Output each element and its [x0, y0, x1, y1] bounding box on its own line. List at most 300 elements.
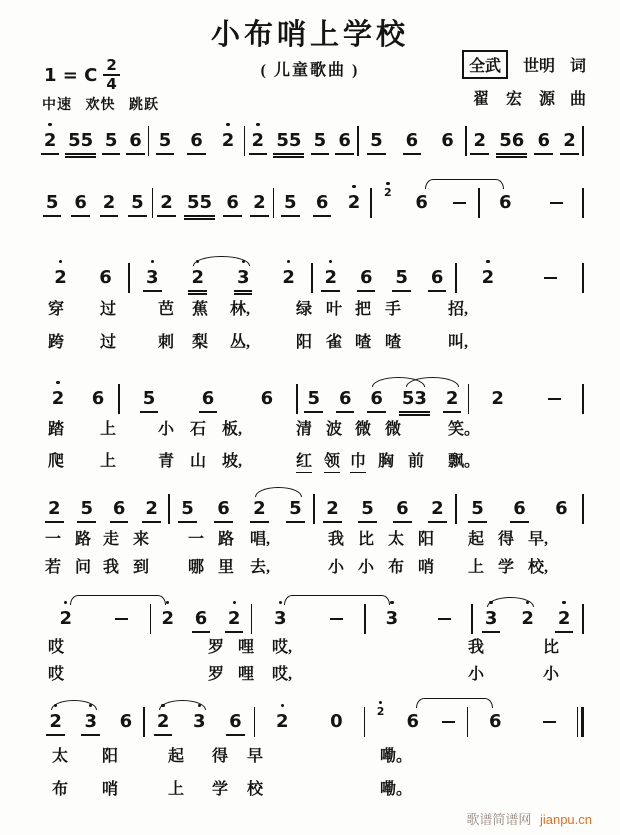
- note: 5: [370, 130, 383, 152]
- note: 5: [289, 498, 302, 520]
- note: 2: [253, 192, 266, 214]
- time-signature: [103, 58, 119, 92]
- note: 2: [482, 267, 495, 289]
- note: 6: [202, 388, 215, 410]
- note: 3: [386, 608, 399, 630]
- lyric-syllable: 阳: [418, 531, 435, 548]
- lyric-syllable: 哎,: [272, 666, 293, 683]
- measure: [38, 498, 168, 520]
- song-title: 小布哨上学校: [210, 19, 409, 51]
- measure: [38, 192, 152, 214]
- dash-extension: [115, 608, 128, 630]
- lyric-syllable: 太: [388, 531, 405, 548]
- beam-underline: [335, 153, 354, 155]
- beam-underline: [281, 215, 300, 217]
- lyric-syllable: 一: [45, 531, 62, 548]
- note: 5: [159, 130, 172, 152]
- time-signature-numerator: 2: [103, 58, 119, 76]
- measure: [145, 711, 253, 733]
- lyric-syllable: 芭: [158, 301, 175, 318]
- lyric-syllable: 林,: [230, 301, 251, 318]
- time-signature-denominator: 4: [106, 75, 117, 93]
- slur-arc: [193, 256, 249, 266]
- lyric-syllable: 我: [103, 559, 120, 576]
- note: 5: [80, 498, 93, 520]
- lyric-syllable: 手: [385, 301, 402, 318]
- lyric-syllable: 罗: [208, 666, 225, 683]
- lyric-syllable: 路: [75, 531, 92, 548]
- beam-underline: [65, 153, 96, 155]
- octave-dot: [56, 381, 59, 384]
- tie-arc: [425, 179, 503, 189]
- beam-underline: [102, 153, 121, 155]
- note: 2: [60, 608, 73, 630]
- lyric-syllable: 雀: [326, 334, 343, 351]
- lyric-syllable: 若: [45, 559, 62, 576]
- dash-extension: [453, 192, 466, 214]
- beam-underline: [184, 215, 215, 217]
- beam-underline: [140, 411, 159, 413]
- beam-underline: [157, 215, 176, 217]
- lyric-syllable: 波: [326, 421, 343, 438]
- note: 6: [555, 498, 568, 519]
- system-line-2: [38, 186, 584, 214]
- beam-underline: [192, 631, 211, 633]
- note: 3: [193, 711, 206, 733]
- note: 3: [237, 267, 250, 289]
- beam-underline: [188, 290, 207, 292]
- beam-underline: [110, 521, 129, 523]
- lyric-syllable: 丛,: [230, 334, 251, 351]
- site-name: 歌谱简谱网: [466, 812, 532, 827]
- note: 6: [406, 130, 419, 152]
- note: 6: [74, 192, 87, 214]
- lyric-syllable: 一: [188, 531, 205, 548]
- note: 6: [99, 267, 112, 288]
- beam-underline: [41, 153, 60, 155]
- note: 2: [446, 388, 459, 410]
- lyric-syllable: 上: [168, 781, 185, 798]
- note: 2: [431, 498, 444, 520]
- note: 3: [485, 608, 498, 630]
- lyric-syllable: 板,: [222, 421, 243, 438]
- lyric-syllable: 比: [543, 639, 560, 656]
- note: 6: [316, 192, 329, 214]
- beam-underline: [323, 521, 342, 523]
- beam-underline: [249, 153, 268, 155]
- measure: [359, 130, 466, 152]
- note: 5: [314, 130, 327, 152]
- note: 6: [406, 711, 419, 732]
- measure: [255, 711, 363, 733]
- lyric-syllable: 校: [247, 781, 264, 798]
- lyric-syllable: 笑。: [448, 421, 481, 438]
- octave-dot: [287, 260, 290, 263]
- note: 6: [129, 130, 142, 152]
- measure: [457, 498, 583, 520]
- note: 2: [54, 267, 67, 289]
- measure: [274, 192, 370, 214]
- lyric-syllable: 小: [358, 559, 375, 576]
- beam-underline: [143, 290, 162, 292]
- tempo-marking: 中速 欢快 跳跃: [42, 98, 159, 113]
- note: 55: [187, 192, 212, 214]
- octave-dot: [390, 601, 393, 604]
- lyric-syllable: 阳: [296, 334, 313, 351]
- octave-dot: [281, 704, 284, 707]
- lyric-syllable: 青: [158, 453, 175, 470]
- octave-dot: [379, 701, 382, 704]
- lyric-syllable: 刺: [158, 334, 175, 351]
- measure: [468, 711, 576, 733]
- note: 55: [276, 130, 301, 152]
- beam-underline: [184, 218, 215, 220]
- lyric-syllable: 早: [247, 748, 264, 765]
- lyric-syllable: 前: [408, 453, 425, 470]
- lyric-syllable: 我: [328, 531, 345, 548]
- measure: [149, 130, 244, 152]
- beam-underline: [223, 215, 242, 217]
- lyric-syllable: 喳: [355, 334, 372, 351]
- note: 2: [282, 267, 295, 289]
- barline: [582, 384, 584, 414]
- note: 2: [49, 711, 62, 733]
- note: 2: [491, 388, 504, 409]
- barline: [582, 604, 584, 634]
- note: 2: [191, 267, 204, 289]
- lyric-syllable: 里: [218, 559, 235, 576]
- note: 2: [162, 608, 175, 630]
- note: 5: [143, 388, 156, 410]
- note: 55: [68, 130, 93, 152]
- lyricist-name: 世明: [522, 58, 555, 75]
- lyric-syllable: 得: [212, 748, 229, 765]
- lyric-syllable: 巾: [350, 454, 366, 473]
- lyric-syllable: 唱,: [250, 531, 271, 548]
- lyric-syllable: 把: [355, 301, 372, 318]
- measure: [130, 267, 312, 289]
- octave-dot: [562, 601, 565, 604]
- lyric-syllable: 坡,: [222, 453, 243, 470]
- lyric-syllable: 蕉: [192, 301, 209, 318]
- beam-underline: [399, 414, 430, 416]
- note: 6: [113, 498, 126, 520]
- dash-glyph: [115, 618, 128, 620]
- note: 6: [513, 498, 526, 520]
- note: 6: [415, 192, 428, 213]
- lyric-syllable: 小: [158, 421, 175, 438]
- note: 6: [339, 388, 352, 410]
- note: 2: [326, 498, 339, 520]
- measure: [252, 608, 364, 630]
- lyric-syllable: 小: [543, 666, 560, 683]
- lyric-syllable: 阳: [102, 748, 119, 765]
- dash-extension: [548, 388, 561, 410]
- dash-glyph: [442, 721, 455, 723]
- dash-extension: [438, 608, 451, 630]
- note: 56: [499, 130, 524, 152]
- beam-underline: [81, 734, 100, 736]
- grace-note: 2: [384, 187, 392, 199]
- system-line-1: [38, 130, 584, 152]
- beam-underline: [443, 411, 462, 413]
- lyric-syllable: 到: [133, 559, 150, 576]
- octave-dot: [48, 123, 51, 126]
- note: 2: [145, 498, 158, 520]
- beam-underline: [428, 290, 447, 292]
- lyric-syllable: 哨: [418, 559, 435, 576]
- lyric-syllable: 微: [385, 421, 402, 438]
- lyric-syllable: 问: [75, 559, 92, 576]
- note: 2: [253, 498, 266, 520]
- note: 6: [195, 608, 208, 630]
- lyric-syllable: 上: [100, 421, 117, 438]
- note: 6: [489, 711, 502, 732]
- measure: [457, 267, 583, 289]
- note: 5: [181, 498, 194, 520]
- lyric-syllable: 穿: [48, 301, 65, 318]
- lyricist-credit: [462, 50, 586, 79]
- lyric-syllable: 起: [168, 748, 185, 765]
- measure: [38, 608, 150, 630]
- lyric-syllable: 踏: [48, 421, 65, 438]
- beam-underline: [71, 215, 90, 217]
- lyric-syllable: 太: [52, 748, 69, 765]
- octave-dot: [166, 601, 169, 604]
- key-signature: [44, 58, 120, 92]
- note: 6: [190, 130, 203, 152]
- beam-underline: [534, 153, 553, 155]
- lyric-syllable: 布: [388, 559, 405, 576]
- lyric-syllable: 上: [100, 453, 117, 470]
- measure: [313, 267, 455, 289]
- beam-underline: [399, 411, 430, 413]
- dash-glyph: [453, 202, 466, 204]
- measure: [151, 608, 251, 630]
- lyric-syllable: 嘞。: [380, 748, 413, 765]
- lyric-syllable: 过: [100, 301, 117, 318]
- note: 2: [324, 267, 337, 289]
- note: 6: [229, 711, 242, 733]
- note: 2: [348, 192, 361, 214]
- composer-name: 翟宏源: [472, 91, 572, 108]
- octave-dot: [352, 185, 355, 188]
- note: 6: [441, 130, 454, 151]
- beam-underline: [199, 411, 218, 413]
- beam-underline: [428, 521, 447, 523]
- beam-underline: [250, 521, 269, 523]
- note: 6: [226, 192, 239, 214]
- note: 2: [222, 130, 235, 152]
- measure: [38, 267, 128, 289]
- lyric-syllable: 哩: [238, 666, 255, 683]
- rest-note: 0: [330, 711, 343, 732]
- note: 5: [105, 130, 118, 152]
- grace-note: 2: [377, 706, 385, 718]
- lyric-syllable: 起: [468, 531, 485, 548]
- note: 6: [360, 267, 373, 289]
- site-link[interactable]: jianpu.cn: [539, 812, 592, 827]
- lyric-syllable: 路: [218, 531, 235, 548]
- system-line-6: [38, 608, 584, 630]
- note: 6: [338, 130, 351, 152]
- lyric-syllable: 哎: [48, 639, 65, 656]
- lyric-syllable: 布: [52, 781, 69, 798]
- measure: [170, 498, 314, 520]
- lyric-syllable: 学: [212, 781, 229, 798]
- octave-dot: [386, 182, 389, 185]
- note: 2: [563, 130, 576, 152]
- site-watermark: [466, 809, 592, 828]
- octave-dot: [486, 260, 489, 263]
- octave-dot: [59, 260, 62, 263]
- octave-dot: [151, 260, 154, 263]
- barline: [582, 126, 584, 156]
- beam-underline: [560, 153, 579, 155]
- lyric-syllable: 清: [296, 421, 313, 438]
- beam-underline: [358, 521, 377, 523]
- beam-underline: [178, 521, 197, 523]
- beam-underline: [403, 153, 422, 155]
- dash-glyph: [330, 618, 343, 620]
- tie-arc: [416, 698, 493, 708]
- lyric-syllable: 罗: [208, 639, 225, 656]
- lyric-syllable: 喳: [385, 334, 402, 351]
- beam-underline: [188, 293, 207, 295]
- note: 6: [499, 192, 512, 213]
- note: 2: [473, 130, 486, 152]
- measure: [473, 608, 583, 630]
- lyric-syllable: 飘。: [448, 453, 481, 470]
- beam-underline: [311, 153, 330, 155]
- measure: [366, 608, 472, 630]
- beam-underline: [142, 521, 161, 523]
- beam-underline: [45, 521, 64, 523]
- lyric-syllable: 走: [103, 531, 120, 548]
- note: 6: [119, 711, 133, 732]
- dash-glyph: [550, 202, 563, 204]
- dash-glyph: [543, 721, 556, 723]
- note: 2: [157, 711, 170, 733]
- octave-dot: [233, 601, 236, 604]
- note: 5: [46, 192, 59, 214]
- lyric-syllable: 哨: [102, 781, 119, 798]
- lyric-syllable: 得: [498, 531, 515, 548]
- beam-underline: [482, 631, 501, 633]
- composer-credit: [462, 86, 586, 109]
- lyric-syllable: 去,: [250, 559, 271, 576]
- octave-dot: [329, 260, 332, 263]
- octave-dot: [279, 601, 282, 604]
- measure: [38, 130, 148, 152]
- dash-extension: [442, 711, 455, 733]
- note: 5: [131, 192, 144, 214]
- final-barline: [577, 707, 584, 737]
- lyric-syllable: 叫,: [448, 334, 469, 351]
- beam-underline: [273, 156, 304, 158]
- beam-underline: [46, 734, 65, 736]
- slur-arc: [159, 700, 206, 710]
- measure: [372, 186, 479, 214]
- barline: [582, 188, 584, 218]
- lyric-syllable: 绿: [296, 301, 313, 318]
- beam-underline: [128, 215, 147, 217]
- beam-underline: [496, 153, 527, 155]
- note: 2: [52, 388, 65, 410]
- measure: [298, 388, 468, 410]
- lyric-syllable: 微: [355, 421, 372, 438]
- lyric-syllable: 比: [358, 531, 375, 548]
- lyric-syllable: 梨: [192, 334, 209, 351]
- key-label: 1 = C: [44, 64, 98, 86]
- beam-underline: [304, 411, 323, 413]
- note: 2: [160, 192, 173, 214]
- measure: [467, 130, 583, 152]
- measure: [469, 388, 582, 410]
- note: 5: [361, 498, 374, 520]
- slur-arc: [51, 700, 97, 710]
- measure: [38, 711, 143, 733]
- credits: [462, 50, 586, 116]
- note: 2: [48, 498, 61, 520]
- lyric-syllable: 早,: [528, 531, 549, 548]
- lyric-syllable: 爬: [48, 453, 65, 470]
- lyric-syllable: 哎,: [272, 639, 293, 656]
- lyric-syllable: 上: [468, 559, 485, 576]
- measure: [245, 130, 357, 152]
- note: 2: [103, 192, 116, 214]
- note: 2: [521, 608, 534, 630]
- barline: [582, 494, 584, 524]
- system-line-4: [38, 388, 584, 410]
- octave-dot: [226, 123, 229, 126]
- beam-underline: [367, 153, 386, 155]
- barline: [582, 263, 584, 293]
- note: 3: [84, 711, 97, 733]
- beam-underline: [214, 521, 233, 523]
- note: 2: [252, 130, 265, 152]
- dash-glyph: [548, 398, 561, 400]
- lyric-syllable: 哪: [188, 559, 205, 576]
- note: 6: [91, 388, 105, 409]
- lyric-syllable: 跨: [48, 334, 65, 351]
- beam-underline: [187, 153, 206, 155]
- dash-glyph: [438, 618, 451, 620]
- note: 6: [217, 498, 230, 520]
- lyric-syllable: 石: [190, 421, 207, 438]
- beam-underline: [393, 521, 412, 523]
- beam-underline: [100, 215, 119, 217]
- measure: [480, 192, 583, 214]
- lyric-syllable: 招,: [448, 301, 469, 318]
- beam-underline: [286, 521, 305, 523]
- beam-underline: [225, 631, 244, 633]
- system-line-3: [38, 267, 584, 289]
- slur-arc: [487, 597, 534, 607]
- note: 5: [471, 498, 484, 520]
- beam-underline: [496, 156, 527, 158]
- lyric-syllable: 小: [468, 666, 485, 683]
- dash-extension: [550, 192, 563, 214]
- dash-extension: [330, 608, 343, 630]
- octave-dot: [256, 123, 259, 126]
- beam-underline: [226, 734, 245, 736]
- measure: [365, 705, 467, 733]
- beam-underline: [234, 293, 253, 295]
- note: 5: [307, 388, 320, 410]
- beam-underline: [156, 153, 175, 155]
- note: 6: [396, 498, 409, 520]
